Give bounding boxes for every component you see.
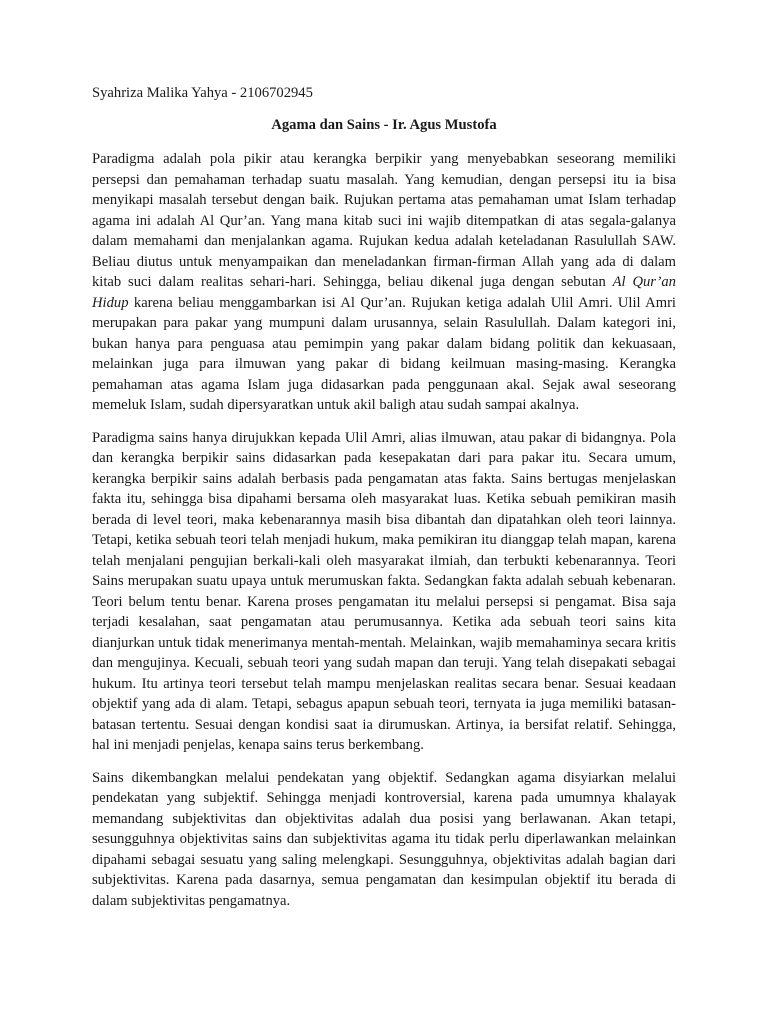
paragraph-1-text-b: karena beliau menggambarkan isi Al Qur’an. Rujukan ketiga adalah Ulil Amri. Ulil Amri merupakan para pakar yang mumpuni dalam urusannya, selain Rasulullah. Dalam kategori ini, bukan hanya para penguasa atau pemimpin yang pakar dalam bidang politik dan kekuasaan, melainkan juga para ilmuwan yang pakar di bidang keilmuan masing-masing. Kerangka pemahaman atas agama Islam juga didasarkan pada penggunaan akal. Sejak awal seseorang memeluk Islam, sudah dipersyaratkan untuk akil baligh atau sudah sampai akalnya. [92,294,676,413]
paragraph-3: Sains dikembangkan melalui pendekatan yang objektif. Sedangkan agama disyiarkan melalui pendekatan yang subjektif. Sehingga menjadi kontroversial, karena pada umumnya khalayak memandang subjektivitas dan objektivitas adalah dua posisi yang berlawanan. Akan tetapi, sesungguhnya objektivitas sains dan subjektivitas agama itu tidak perlu diperlawankan melainkan dipahami sebagai sesuatu yang saling melengkapi. Sesungguhnya, objektivitas adalah bagian dari subjektivitas. Karena pada dasarnya, semua pengamatan dan kesimpulan objektif itu berada di dalam subjektivitas pengamatnya. [92,769,676,909]
document-page [92,83,676,923]
paragraph-1-text-a: Paradigma adalah pola pikir atau kerangka berpikir yang menyebabkan seseorang memiliki persepsi dan pemahaman terhadap suatu masalah. Yang kemudian, dengan persepsi itu ia bisa menyikapi masalah tersebut dengan baik. Rujukan pertama atas pemahaman umat Islam terhadap agama ini adalah Al Qur’an. Yang mana kitab suci ini wajib ditempatkan di atas segala-galanya dalam memahami dan menjalankan agama. Rujukan kedua adalah keteladanan Rasulullah SAW. Beliau diutus untuk menyampaikan dan meneladankan firman-firman Allah yang ada di dalam kitab suci dalam realitas sehari-hari. Sehingga, beliau dikenal juga dengan sebutan [92,151,676,290]
document-title: Agama dan Sains - Ir. Agus Mustofa [271,117,497,133]
paragraph-1 [92,149,676,416]
author-line: Syahriza Malika Yahya - 2106702945 [92,85,313,101]
paragraph-2: Paradigma sains hanya dirujukkan kepada Ulil Amri, alias ilmuwan, atau pakar di bidangnya. Pola dan kerangka berpikir sains didasarkan pada kesepakatan dari para pakar itu. Secara umum, kerangka berpikir sains adalah berbasis pada pengamatan atas fakta. Sains bertugas menjelaskan fakta itu, sehingga bisa dipahami bersama oleh masyarakat luas. Ketika sebuah pemikiran masih berada di level teori, maka kebenarannya masih bisa dibantah dan dipatahkan oleh teori lainnya. Tetapi, ketika sebuah teori telah menjadi hukum, maka pemikiran itu dianggap telah mapan, karena telah menjalani pengujian berkali-kali oleh masyarakat ilmiah, dan terbukti kebenarannya. Teori Sains merupakan suatu upaya untuk merumuskan fakta. Sedangkan fakta adalah sebuah kebenaran. Teori belum tentu benar. Karena proses pengamatan itu melalui persepsi si pengamat. Bisa saja terjadi kesalahan, saat pengamatan atau perumusannya. Ketika ada sebuah teori sains kita dianjurkan untuk tidak menerimanya mentah-mentah. Melainkan, wajib memahaminya secara kritis dan mengujinya. Kecuali, sebuah teori yang sudah mapan dan teruji. Yang telah disepakati sebagai hukum. Itu artinya teori tersebut telah mampu menjelaskan realitas secara benar. Sesuai keadaan objektif yang ada di alam. Tetapi, sebagus apapun sebuah teori, ternyata ia juga memiliki batasan-batasan tertentu. Sesuai dengan kondisi saat ia dirumuskan. Artinya, ia bersifat relatif. Sehingga, hal ini menjadi penjelas, kenapa sains terus berkembang. [92,429,676,753]
paragraph-1-italic-term: Al Qur’an Hidup [92,274,676,311]
